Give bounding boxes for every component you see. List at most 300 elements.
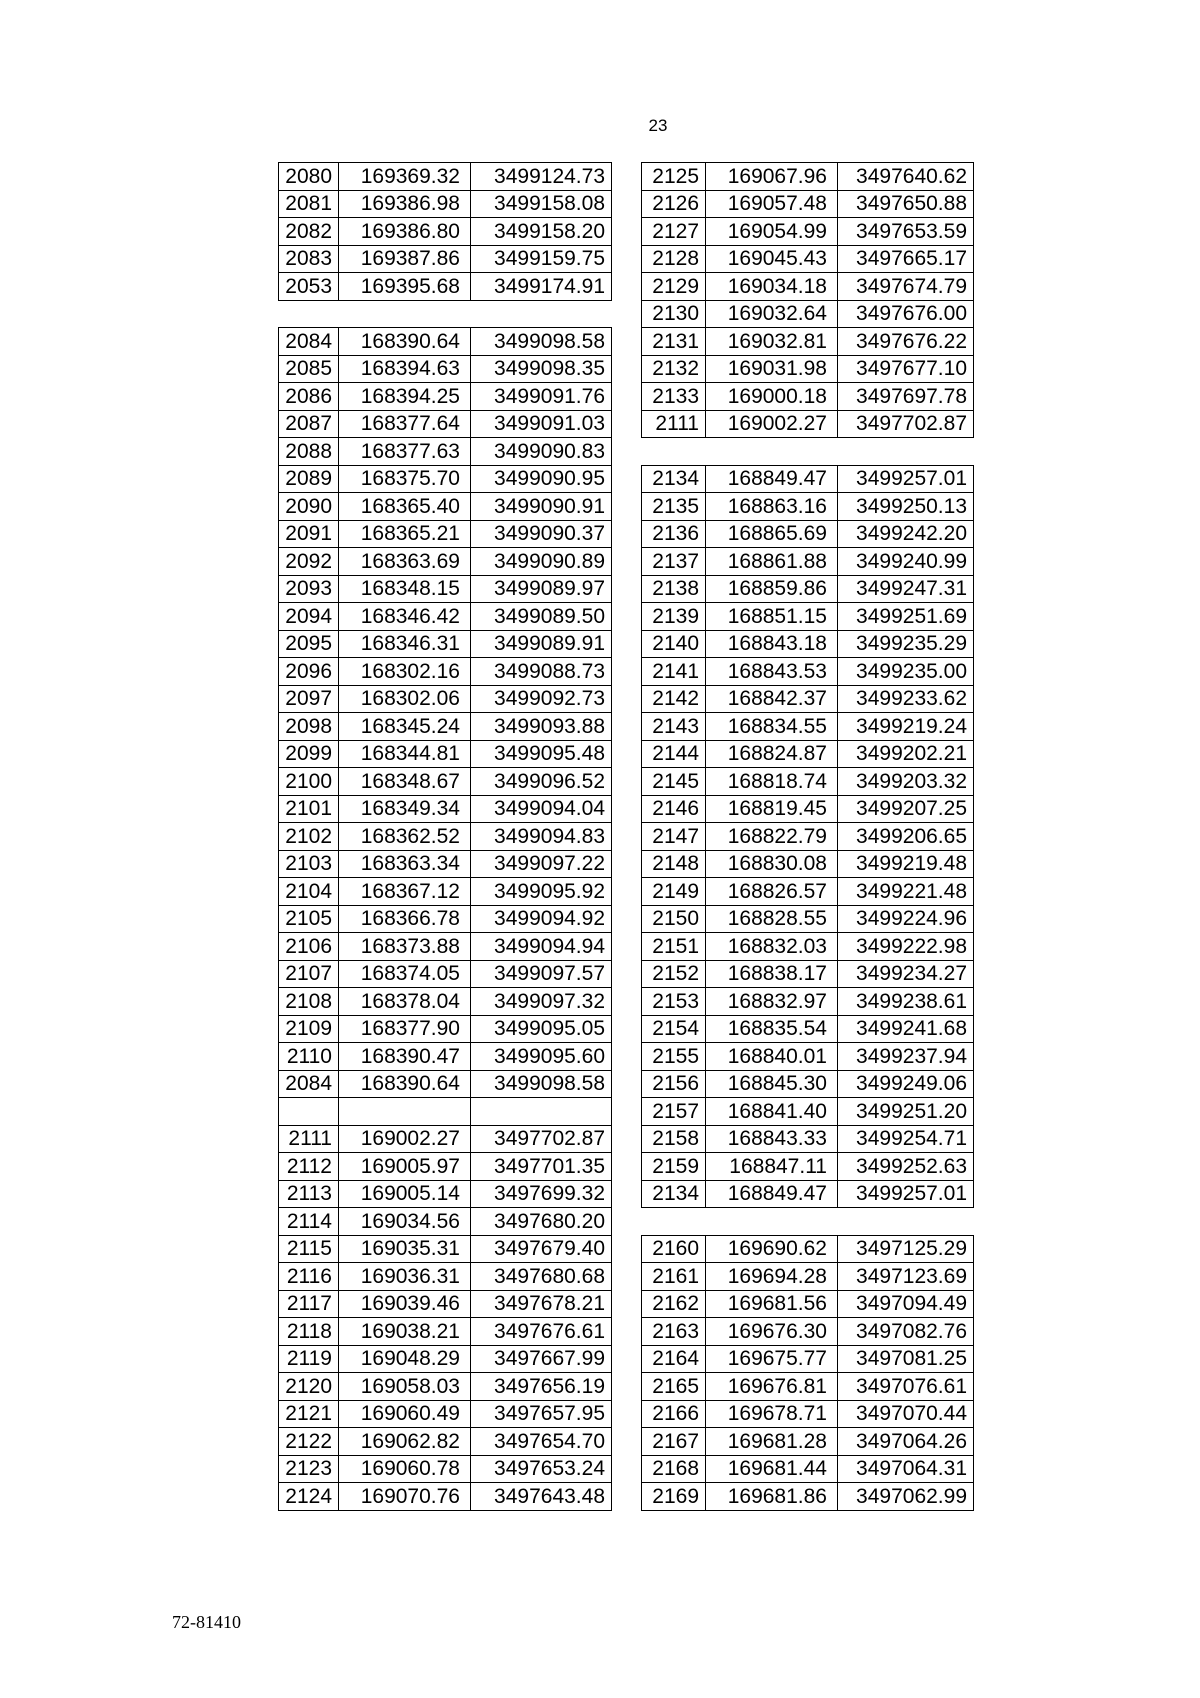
point-id-cell: 2125 [642, 163, 706, 191]
x-coordinate-cell: 169681.28 [706, 1428, 838, 1456]
point-id-cell: 2081 [279, 190, 339, 218]
x-coordinate-cell: 169034.56 [339, 1208, 471, 1236]
table-row [642, 575, 974, 603]
y-coordinate-cell: 3497697.78 [838, 383, 974, 411]
table-row [642, 1483, 974, 1511]
point-id-cell: 2088 [279, 438, 339, 466]
table-row [642, 1235, 974, 1263]
y-coordinate-cell: 3499221.48 [838, 878, 974, 906]
x-coordinate-cell: 169067.96 [706, 163, 838, 191]
point-id-cell: 2082 [279, 218, 339, 246]
right-coordinate-table [641, 162, 974, 1511]
x-coordinate-cell: 169035.31 [339, 1235, 471, 1263]
point-id-cell: 2094 [279, 603, 339, 631]
table-row [279, 1373, 612, 1401]
table-row [642, 328, 974, 356]
y-coordinate-cell: 3499092.73 [471, 685, 612, 713]
point-id-cell: 2120 [279, 1373, 339, 1401]
x-coordinate-cell: 168302.16 [339, 658, 471, 686]
point-id-cell: 2053 [279, 273, 339, 301]
point-id-cell: 2152 [642, 960, 706, 988]
x-coordinate-cell: 168349.34 [339, 795, 471, 823]
x-coordinate-cell: 168847.11 [706, 1153, 838, 1181]
point-id-cell: 2140 [642, 630, 706, 658]
table-gap-row [642, 438, 974, 466]
point-id-cell: 2102 [279, 823, 339, 851]
table-row [279, 795, 612, 823]
point-id-cell: 2149 [642, 878, 706, 906]
x-coordinate-cell: 169036.31 [339, 1263, 471, 1291]
y-coordinate-cell: 3499219.48 [838, 850, 974, 878]
table-row [279, 1153, 612, 1181]
point-id-cell: 2132 [642, 355, 706, 383]
y-coordinate-cell: 3497676.22 [838, 328, 974, 356]
point-id-cell: 2147 [642, 823, 706, 851]
table-row [279, 1098, 612, 1126]
point-id-cell: 2084 [279, 1070, 339, 1098]
y-coordinate-cell: 3499257.01 [838, 465, 974, 493]
y-coordinate-cell: 3499096.52 [471, 768, 612, 796]
x-coordinate-cell: 168345.24 [339, 713, 471, 741]
table-row [642, 273, 974, 301]
point-id-cell: 2161 [642, 1263, 706, 1291]
y-coordinate-cell: 3499090.95 [471, 465, 612, 493]
y-coordinate-cell: 3499089.50 [471, 603, 612, 631]
point-id-cell: 2115 [279, 1235, 339, 1263]
x-coordinate-cell: 169034.18 [706, 273, 838, 301]
table-row [279, 960, 612, 988]
x-coordinate-cell: 169690.62 [706, 1235, 838, 1263]
table-row [279, 273, 612, 301]
point-id-cell: 2111 [642, 410, 706, 438]
x-coordinate-cell: 168373.88 [339, 933, 471, 961]
point-id-cell: 2130 [642, 300, 706, 328]
y-coordinate-cell: 3497701.35 [471, 1153, 612, 1181]
table-row [279, 658, 612, 686]
table-row [279, 1290, 612, 1318]
table-gap-row [642, 1208, 974, 1236]
point-id-cell: 2092 [279, 548, 339, 576]
point-id-cell: 2080 [279, 163, 339, 191]
x-coordinate-cell: 168346.42 [339, 603, 471, 631]
y-coordinate-cell: 3497702.87 [838, 410, 974, 438]
gap-cell [279, 300, 339, 328]
x-coordinate-cell: 168366.78 [339, 905, 471, 933]
x-coordinate-cell: 169054.99 [706, 218, 838, 246]
x-coordinate-cell: 169675.77 [706, 1345, 838, 1373]
y-coordinate-cell: 3499095.92 [471, 878, 612, 906]
point-id-cell: 2135 [642, 493, 706, 521]
point-id-cell [279, 1098, 339, 1126]
y-coordinate-cell: 3499237.94 [838, 1043, 974, 1071]
table-row [642, 520, 974, 548]
y-coordinate-cell: 3499124.73 [471, 163, 612, 191]
y-coordinate-cell: 3497654.70 [471, 1428, 612, 1456]
point-id-cell: 2155 [642, 1043, 706, 1071]
x-coordinate-cell: 168377.63 [339, 438, 471, 466]
x-coordinate-cell: 168863.16 [706, 493, 838, 521]
x-coordinate-cell: 169676.30 [706, 1318, 838, 1346]
y-coordinate-cell: 3497062.99 [838, 1483, 974, 1511]
x-coordinate-cell: 169681.56 [706, 1290, 838, 1318]
point-id-cell: 2145 [642, 768, 706, 796]
x-coordinate-cell: 168346.31 [339, 630, 471, 658]
point-id-cell: 2100 [279, 768, 339, 796]
point-id-cell: 2138 [642, 575, 706, 603]
y-coordinate-cell: 3499203.32 [838, 768, 974, 796]
y-coordinate-cell: 3499206.65 [838, 823, 974, 851]
table-row [642, 878, 974, 906]
table-row [279, 768, 612, 796]
table-row [279, 163, 612, 191]
gap-cell [642, 1208, 706, 1236]
point-id-cell: 2139 [642, 603, 706, 631]
x-coordinate-cell: 168344.81 [339, 740, 471, 768]
y-coordinate-cell: 3497653.24 [471, 1455, 612, 1483]
point-id-cell: 2168 [642, 1455, 706, 1483]
x-coordinate-cell: 168367.12 [339, 878, 471, 906]
point-id-cell: 2129 [642, 273, 706, 301]
table-row [642, 905, 974, 933]
x-coordinate-cell: 169694.28 [706, 1263, 838, 1291]
y-coordinate-cell: 3499091.03 [471, 410, 612, 438]
y-coordinate-cell: 3499090.91 [471, 493, 612, 521]
table-row [279, 245, 612, 273]
x-coordinate-cell: 169681.44 [706, 1455, 838, 1483]
y-coordinate-cell: 3499249.06 [838, 1070, 974, 1098]
table-row [279, 1345, 612, 1373]
table-row [279, 740, 612, 768]
x-coordinate-cell: 168834.55 [706, 713, 838, 741]
point-id-cell: 2114 [279, 1208, 339, 1236]
y-coordinate-cell: 3499222.98 [838, 933, 974, 961]
table-row [642, 1180, 974, 1208]
table-row [279, 383, 612, 411]
point-id-cell: 2085 [279, 355, 339, 383]
x-coordinate-cell: 168374.05 [339, 960, 471, 988]
table-row [642, 1070, 974, 1098]
y-coordinate-cell: 3499091.76 [471, 383, 612, 411]
point-id-cell: 2121 [279, 1400, 339, 1428]
y-coordinate-cell: 3497650.88 [838, 190, 974, 218]
point-id-cell: 2150 [642, 905, 706, 933]
table-row [642, 190, 974, 218]
y-coordinate-cell: 3497070.44 [838, 1400, 974, 1428]
x-coordinate-cell: 169057.48 [706, 190, 838, 218]
y-coordinate-cell: 3499252.63 [838, 1153, 974, 1181]
y-coordinate-cell: 3497665.17 [838, 245, 974, 273]
gap-cell [838, 438, 974, 466]
x-coordinate-cell: 168363.69 [339, 548, 471, 576]
point-id-cell: 2122 [279, 1428, 339, 1456]
x-coordinate-cell: 168365.40 [339, 493, 471, 521]
x-coordinate-cell: 169002.27 [706, 410, 838, 438]
table-row [279, 1208, 612, 1236]
y-coordinate-cell: 3499097.32 [471, 988, 612, 1016]
y-coordinate-cell: 3499174.91 [471, 273, 612, 301]
x-coordinate-cell: 169369.32 [339, 163, 471, 191]
y-coordinate-cell: 3497081.25 [838, 1345, 974, 1373]
y-coordinate-cell: 3497678.21 [471, 1290, 612, 1318]
x-coordinate-cell: 169038.21 [339, 1318, 471, 1346]
x-coordinate-cell: 168819.45 [706, 795, 838, 823]
gap-cell [471, 300, 612, 328]
table-row [642, 548, 974, 576]
point-id-cell: 2160 [642, 1235, 706, 1263]
point-id-cell: 2144 [642, 740, 706, 768]
table-row [642, 960, 974, 988]
y-coordinate-cell: 3497680.20 [471, 1208, 612, 1236]
table-row [279, 548, 612, 576]
x-coordinate-cell: 168851.15 [706, 603, 838, 631]
point-id-cell: 2159 [642, 1153, 706, 1181]
x-coordinate-cell: 168843.33 [706, 1125, 838, 1153]
point-id-cell: 2086 [279, 383, 339, 411]
table-row [642, 933, 974, 961]
point-id-cell: 2134 [642, 465, 706, 493]
point-id-cell: 2169 [642, 1483, 706, 1511]
table-row [279, 465, 612, 493]
table-row [642, 850, 974, 878]
point-id-cell: 2156 [642, 1070, 706, 1098]
x-coordinate-cell: 169005.97 [339, 1153, 471, 1181]
table-row [279, 1180, 612, 1208]
y-coordinate-cell: 3497125.29 [838, 1235, 974, 1263]
y-coordinate-cell: 3497674.79 [838, 273, 974, 301]
y-coordinate-cell: 3499097.57 [471, 960, 612, 988]
table-row [642, 1345, 974, 1373]
point-id-cell: 2141 [642, 658, 706, 686]
y-coordinate-cell: 3499094.83 [471, 823, 612, 851]
point-id-cell: 2104 [279, 878, 339, 906]
point-id-cell: 2164 [642, 1345, 706, 1373]
left-coordinate-table-column [278, 162, 612, 1511]
y-coordinate-cell: 3499241.68 [838, 1015, 974, 1043]
table-row [279, 520, 612, 548]
x-coordinate-cell: 169060.49 [339, 1400, 471, 1428]
x-coordinate-cell: 169005.14 [339, 1180, 471, 1208]
point-id-cell: 2137 [642, 548, 706, 576]
x-coordinate-cell: 168363.34 [339, 850, 471, 878]
table-row [279, 850, 612, 878]
point-id-cell: 2089 [279, 465, 339, 493]
y-coordinate-cell: 3499090.83 [471, 438, 612, 466]
y-coordinate-cell: 3499159.75 [471, 245, 612, 273]
table-row [279, 1043, 612, 1071]
point-id-cell: 2158 [642, 1125, 706, 1153]
table-row [279, 878, 612, 906]
table-gap-row [279, 300, 612, 328]
y-coordinate-cell: 3499098.35 [471, 355, 612, 383]
x-coordinate-cell: 169386.98 [339, 190, 471, 218]
x-coordinate-cell: 168377.64 [339, 410, 471, 438]
table-row [279, 1483, 612, 1511]
table-row [642, 493, 974, 521]
point-id-cell: 2136 [642, 520, 706, 548]
y-coordinate-cell: 3499095.05 [471, 1015, 612, 1043]
point-id-cell: 2157 [642, 1098, 706, 1126]
point-id-cell: 2162 [642, 1290, 706, 1318]
y-coordinate-cell: 3497676.61 [471, 1318, 612, 1346]
y-coordinate-cell: 3499224.96 [838, 905, 974, 933]
y-coordinate-cell: 3499250.13 [838, 493, 974, 521]
table-row [279, 685, 612, 713]
y-coordinate-cell: 3499254.71 [838, 1125, 974, 1153]
table-row [279, 1318, 612, 1346]
x-coordinate-cell: 169060.78 [339, 1455, 471, 1483]
table-row [279, 190, 612, 218]
y-coordinate-cell: 3499098.58 [471, 328, 612, 356]
table-row [642, 1098, 974, 1126]
x-coordinate-cell: 168348.15 [339, 575, 471, 603]
point-id-cell: 2113 [279, 1180, 339, 1208]
y-coordinate-cell: 3499234.27 [838, 960, 974, 988]
table-row [642, 355, 974, 383]
point-id-cell: 2165 [642, 1373, 706, 1401]
table-row [642, 658, 974, 686]
point-id-cell: 2084 [279, 328, 339, 356]
table-row [642, 1318, 974, 1346]
y-coordinate-cell: 3499235.00 [838, 658, 974, 686]
table-row [642, 1263, 974, 1291]
x-coordinate-cell: 168348.67 [339, 768, 471, 796]
point-id-cell: 2106 [279, 933, 339, 961]
y-coordinate-cell: 3499094.04 [471, 795, 612, 823]
y-coordinate-cell [471, 1098, 612, 1126]
gap-cell [642, 438, 706, 466]
point-id-cell: 2134 [642, 1180, 706, 1208]
table-row [642, 1153, 974, 1181]
table-row [642, 1043, 974, 1071]
point-id-cell: 2095 [279, 630, 339, 658]
table-row [642, 603, 974, 631]
point-id-cell: 2098 [279, 713, 339, 741]
y-coordinate-cell: 3497094.49 [838, 1290, 974, 1318]
document-code: 72-81410 [172, 1612, 241, 1632]
x-coordinate-cell: 168861.88 [706, 548, 838, 576]
y-coordinate-cell: 3499242.20 [838, 520, 974, 548]
gap-cell [838, 1208, 974, 1236]
x-coordinate-cell: 169062.82 [339, 1428, 471, 1456]
right-coordinate-table-column [641, 162, 974, 1511]
point-id-cell: 2128 [642, 245, 706, 273]
y-coordinate-cell: 3499089.97 [471, 575, 612, 603]
gap-cell [706, 1208, 838, 1236]
point-id-cell: 2119 [279, 1345, 339, 1373]
y-coordinate-cell: 3497653.59 [838, 218, 974, 246]
point-id-cell: 2148 [642, 850, 706, 878]
x-coordinate-cell: 168849.47 [706, 465, 838, 493]
x-coordinate-cell: 168394.25 [339, 383, 471, 411]
x-coordinate-cell: 168849.47 [706, 1180, 838, 1208]
y-coordinate-cell: 3497076.61 [838, 1373, 974, 1401]
table-row [279, 630, 612, 658]
table-row [279, 713, 612, 741]
x-coordinate-cell: 168828.55 [706, 905, 838, 933]
table-row [279, 1400, 612, 1428]
table-row [279, 823, 612, 851]
x-coordinate-cell: 169678.71 [706, 1400, 838, 1428]
table-row [279, 1235, 612, 1263]
y-coordinate-cell: 3497657.95 [471, 1400, 612, 1428]
x-coordinate-cell: 168378.04 [339, 988, 471, 1016]
y-coordinate-cell: 3497676.00 [838, 300, 974, 328]
point-id-cell: 2151 [642, 933, 706, 961]
table-row [279, 1070, 612, 1098]
point-id-cell: 2142 [642, 685, 706, 713]
table-row [279, 988, 612, 1016]
table-row [642, 1125, 974, 1153]
point-id-cell: 2126 [642, 190, 706, 218]
table-row [279, 603, 612, 631]
y-coordinate-cell: 3499088.73 [471, 658, 612, 686]
x-coordinate-cell: 168843.18 [706, 630, 838, 658]
y-coordinate-cell: 3497082.76 [838, 1318, 974, 1346]
y-coordinate-cell: 3499251.69 [838, 603, 974, 631]
point-id-cell: 2167 [642, 1428, 706, 1456]
x-coordinate-cell: 168832.03 [706, 933, 838, 961]
point-id-cell: 2111 [279, 1125, 339, 1153]
x-coordinate-cell: 169002.27 [339, 1125, 471, 1153]
table-row [279, 933, 612, 961]
x-coordinate-cell: 168841.40 [706, 1098, 838, 1126]
table-row [642, 795, 974, 823]
table-row [642, 465, 974, 493]
x-coordinate-cell: 168390.64 [339, 1070, 471, 1098]
y-coordinate-cell: 3497643.48 [471, 1483, 612, 1511]
x-coordinate-cell: 168302.06 [339, 685, 471, 713]
y-coordinate-cell: 3497064.31 [838, 1455, 974, 1483]
table-row [642, 685, 974, 713]
table-row [279, 218, 612, 246]
y-coordinate-cell: 3499158.08 [471, 190, 612, 218]
x-coordinate-cell: 169032.81 [706, 328, 838, 356]
point-id-cell: 2108 [279, 988, 339, 1016]
x-coordinate-cell: 168859.86 [706, 575, 838, 603]
table-row [279, 355, 612, 383]
y-coordinate-cell: 3499219.24 [838, 713, 974, 741]
table-row [642, 1015, 974, 1043]
table-row [279, 493, 612, 521]
gap-cell [706, 438, 838, 466]
x-coordinate-cell: 168390.64 [339, 328, 471, 356]
y-coordinate-cell: 3497702.87 [471, 1125, 612, 1153]
y-coordinate-cell: 3499093.88 [471, 713, 612, 741]
table-row [279, 575, 612, 603]
x-coordinate-cell: 168390.47 [339, 1043, 471, 1071]
point-id-cell: 2105 [279, 905, 339, 933]
table-row [279, 1125, 612, 1153]
x-coordinate-cell: 168865.69 [706, 520, 838, 548]
table-row [642, 823, 974, 851]
x-coordinate-cell: 169387.86 [339, 245, 471, 273]
x-coordinate-cell: 168840.01 [706, 1043, 838, 1071]
table-row [279, 1428, 612, 1456]
x-coordinate-cell: 168824.87 [706, 740, 838, 768]
x-coordinate-cell: 168845.30 [706, 1070, 838, 1098]
table-row [279, 438, 612, 466]
table-row [279, 1263, 612, 1291]
point-id-cell: 2101 [279, 795, 339, 823]
table-row [642, 740, 974, 768]
table-row [642, 768, 974, 796]
x-coordinate-cell: 168826.57 [706, 878, 838, 906]
table-row [279, 1015, 612, 1043]
y-coordinate-cell: 3499158.20 [471, 218, 612, 246]
y-coordinate-cell: 3499089.91 [471, 630, 612, 658]
y-coordinate-cell: 3499090.89 [471, 548, 612, 576]
x-coordinate-cell: 168362.52 [339, 823, 471, 851]
